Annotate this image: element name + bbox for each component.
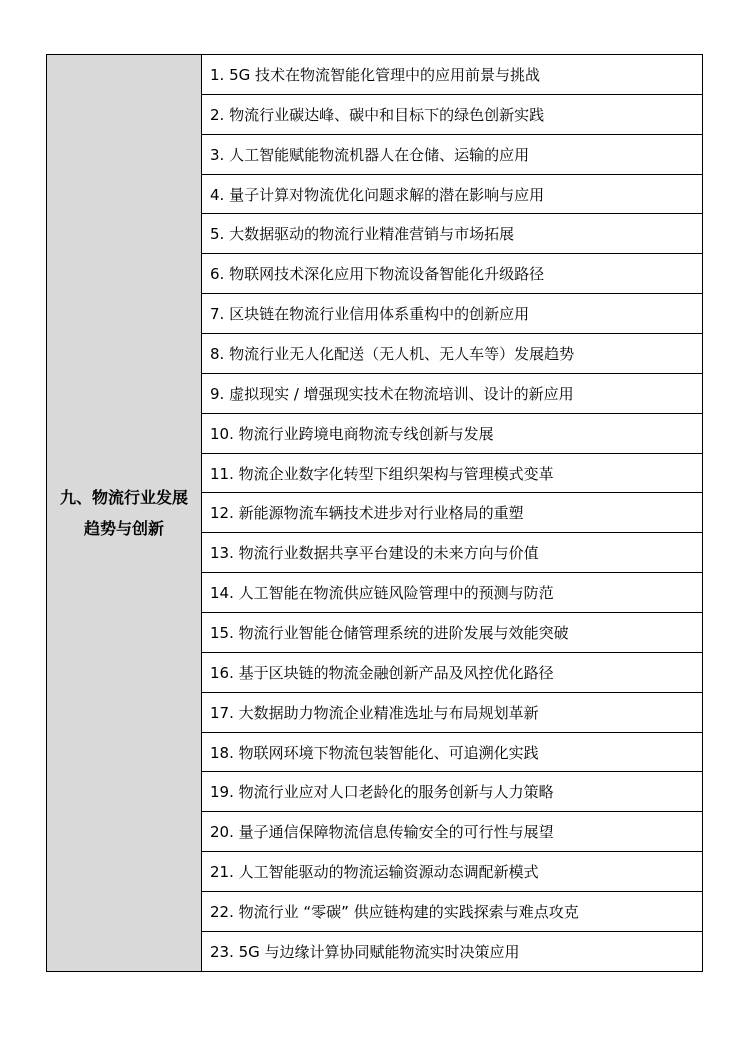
topic-item: 4. 量子计算对物流优化问题求解的潜在影响与应用 — [202, 174, 703, 214]
topic-item: 9. 虚拟现实 / 增强现实技术在物流培训、设计的新应用 — [202, 373, 703, 413]
topic-item: 15. 物流行业智能仓储管理系统的进阶发展与效能突破 — [202, 613, 703, 653]
topic-item: 5. 大数据驱动的物流行业精准营销与市场拓展 — [202, 214, 703, 254]
topic-item: 1. 5G 技术在物流智能化管理中的应用前景与挑战 — [202, 55, 703, 95]
topic-item: 17. 大数据助力物流企业精准选址与布局规划革新 — [202, 692, 703, 732]
topic-item: 20. 量子通信保障物流信息传输安全的可行性与展望 — [202, 812, 703, 852]
topic-item: 8. 物流行业无人化配送（无人机、无人车等）发展趋势 — [202, 334, 703, 374]
topic-item: 10. 物流行业跨境电商物流专线创新与发展 — [202, 413, 703, 453]
topic-item: 14. 人工智能在物流供应链风险管理中的预测与防范 — [202, 573, 703, 613]
topic-item: 16. 基于区块链的物流金融创新产品及风控优化路径 — [202, 652, 703, 692]
topic-item: 23. 5G 与边缘计算协同赋能物流实时决策应用 — [202, 931, 703, 971]
category-cell: 九、物流行业发展趋势与创新 — [47, 55, 202, 972]
topic-item: 2. 物流行业碳达峰、碳中和目标下的绿色创新实践 — [202, 94, 703, 134]
topic-item: 18. 物联网环境下物流包装智能化、可追溯化实践 — [202, 732, 703, 772]
topic-item: 22. 物流行业 “零碳” 供应链构建的实践探索与难点攻克 — [202, 892, 703, 932]
topic-item: 11. 物流企业数字化转型下组织架构与管理模式变革 — [202, 453, 703, 493]
topic-item: 13. 物流行业数据共享平台建设的未来方向与价值 — [202, 533, 703, 573]
topic-item: 7. 区块链在物流行业信用体系重构中的创新应用 — [202, 294, 703, 334]
topic-item: 3. 人工智能赋能物流机器人在仓储、运输的应用 — [202, 134, 703, 174]
table-row — [47, 55, 703, 95]
topic-item: 12. 新能源物流车辆技术进步对行业格局的重塑 — [202, 493, 703, 533]
topic-item: 21. 人工智能驱动的物流运输资源动态调配新模式 — [202, 852, 703, 892]
topic-table — [46, 54, 703, 972]
topic-item: 6. 物联网技术深化应用下物流设备智能化升级路径 — [202, 254, 703, 294]
topic-item: 19. 物流行业应对人口老龄化的服务创新与人力策略 — [202, 772, 703, 812]
